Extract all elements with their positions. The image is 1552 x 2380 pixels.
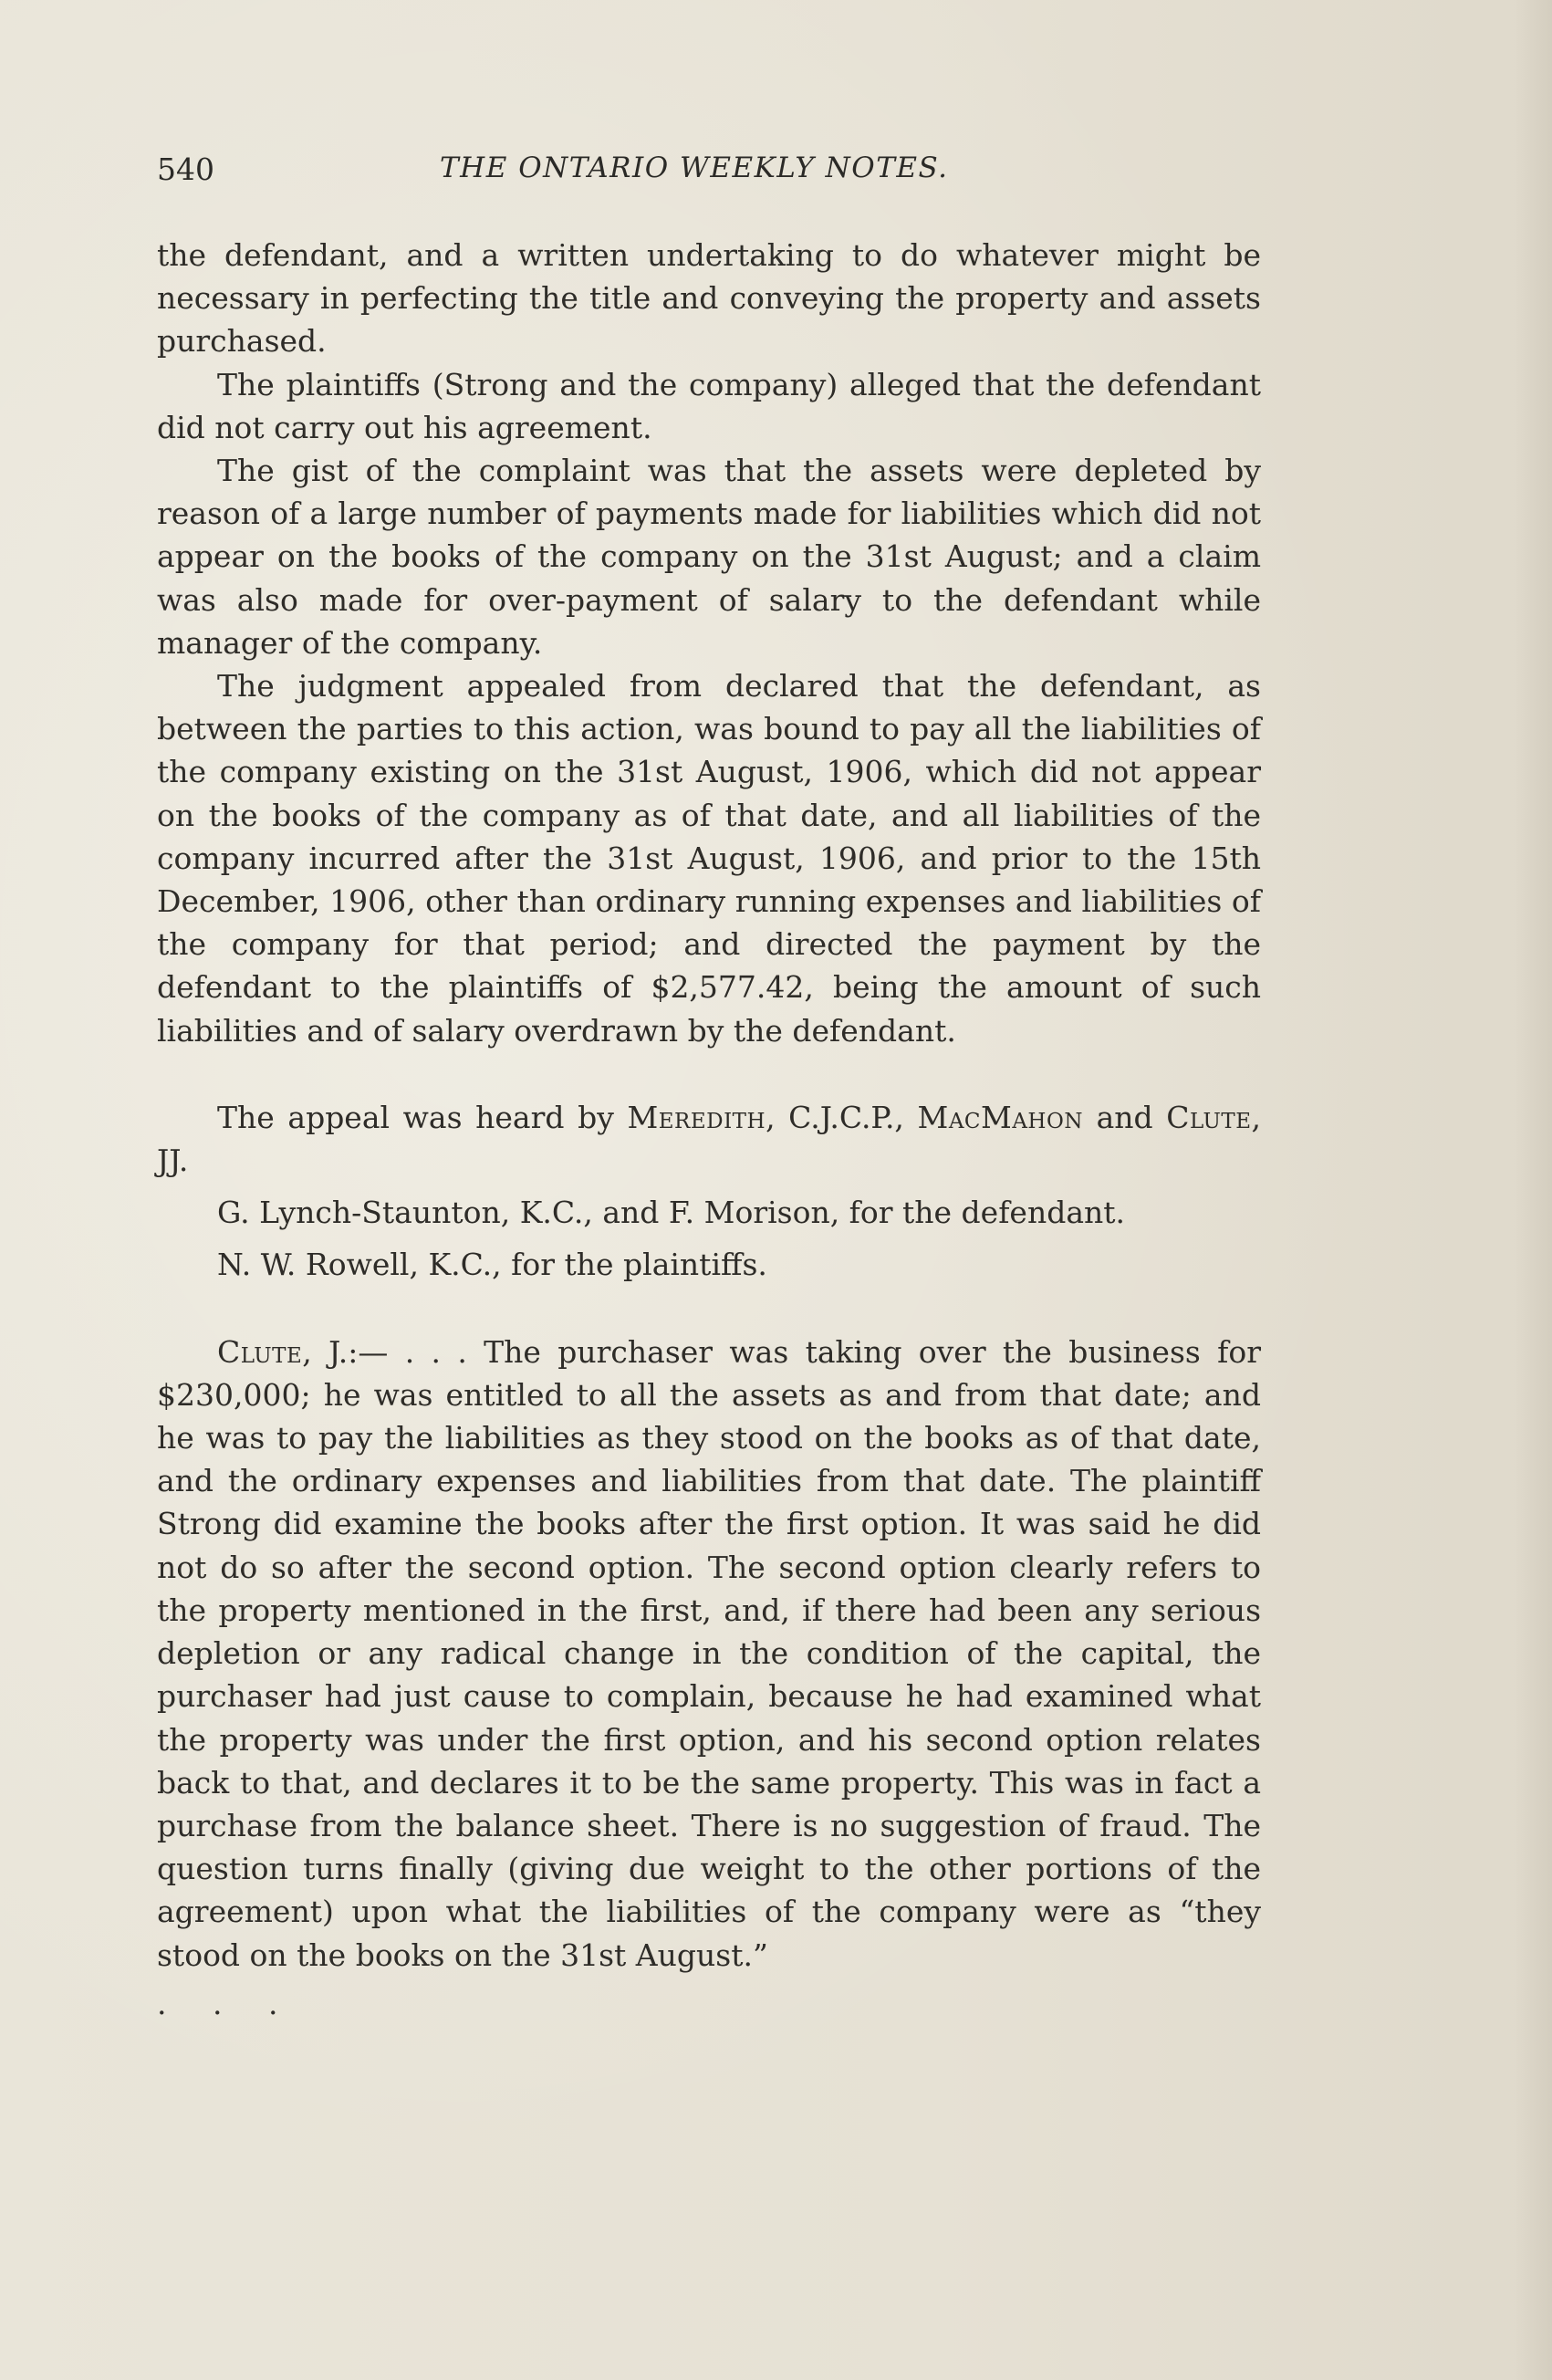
judge-clute: Clute <box>1166 1099 1252 1135</box>
paragraph-judgment-appealed: The judgment appealed from declared that the defendant, as between the parties to this action, was bound to pay all the liabilities of the company existing on the 31st August, 1906, which did not appear on the books of the company as of that date, and all liabilities of the company incurred after the 31st August, 1906, and prior to the 15th December, 1906, other than ordinary running expenses and liabilities of the company for that period; and directed the payment by the defendant to the plaintiffs of $2,577.42, being the amount of such liabilities and of salary overdrawn by the defendant. <box>157 668 1261 1049</box>
counsel-defendant: G. Lynch-Staunton, K.C., and F. Morison, for the defendant. <box>217 1195 1126 1231</box>
judgment-paragraph <box>157 1331 1261 1977</box>
bench-prefix: The appeal was heard by <box>217 1099 628 1135</box>
judge-macmahon: MacMahon <box>917 1099 1083 1135</box>
running-title: THE ONTARIO WEEKLY NOTES. <box>440 151 949 184</box>
paragraph-continuation: the defendant, and a written undertaking to do whatever might be necessary in perfecting the title and conveying the property and assets purchased. <box>157 237 1261 360</box>
bench-paragraph <box>157 1096 1261 1182</box>
judge-meredith: Meredith <box>627 1099 766 1135</box>
paragraph-complaint: The gist of the complaint was that the assets were depleted by reason of a large number of payments made for liabilities which did not appear on the books of the company on the 31st August; and a claim was also made for over-payment of salary to the defendant while manager of the company. <box>157 453 1261 661</box>
bench-and: and <box>1082 1099 1167 1135</box>
closing-ellipsis: . . . <box>157 1985 297 2021</box>
page-number: 540 <box>157 151 214 187</box>
judge-clute-title: , JJ. <box>157 1099 1261 1179</box>
judge-meredith-title: , C.J.C.P., <box>766 1099 918 1135</box>
judgment-judge: Clute <box>217 1333 303 1370</box>
counsel-plaintiffs: N. W. Rowell, K.C., for the plaintiffs. <box>217 1247 767 1283</box>
document-body <box>157 234 1261 2025</box>
paragraph-allegation: The plaintiffs (Strong and the company) alleged that the defendant did not carry out his agreement. <box>157 366 1261 445</box>
page-header <box>157 151 1252 197</box>
judgment-text: The purchaser was taking over the business for $230,000; he was entitled to all the assets as and from that date; and he was to pay the liabilities as they stood on the books as of that date, and the ordinary expenses and liabilities from that date. The plaintiff Strong did examine the books after the first option. It was said he did not do so after the second option. The second option clearly refers to the property mentioned in the first, and, if there had been any serious depletion or any radical change in the condition of the capital, the purchaser had just cause to complain, because he had examined what the property was under the first option, and his second option relates back to that, and declares it to be the same property. This was in fact a purchase from the balance sheet. There is no suggestion of fraud. The question turns finally (giving due weight to the other portions of the agreement) upon what the liabilities of the company were as “they stood on the books on the 31st August.” <box>157 1333 1261 1973</box>
judgment-judge-title: , J.:— . . . <box>302 1333 484 1370</box>
